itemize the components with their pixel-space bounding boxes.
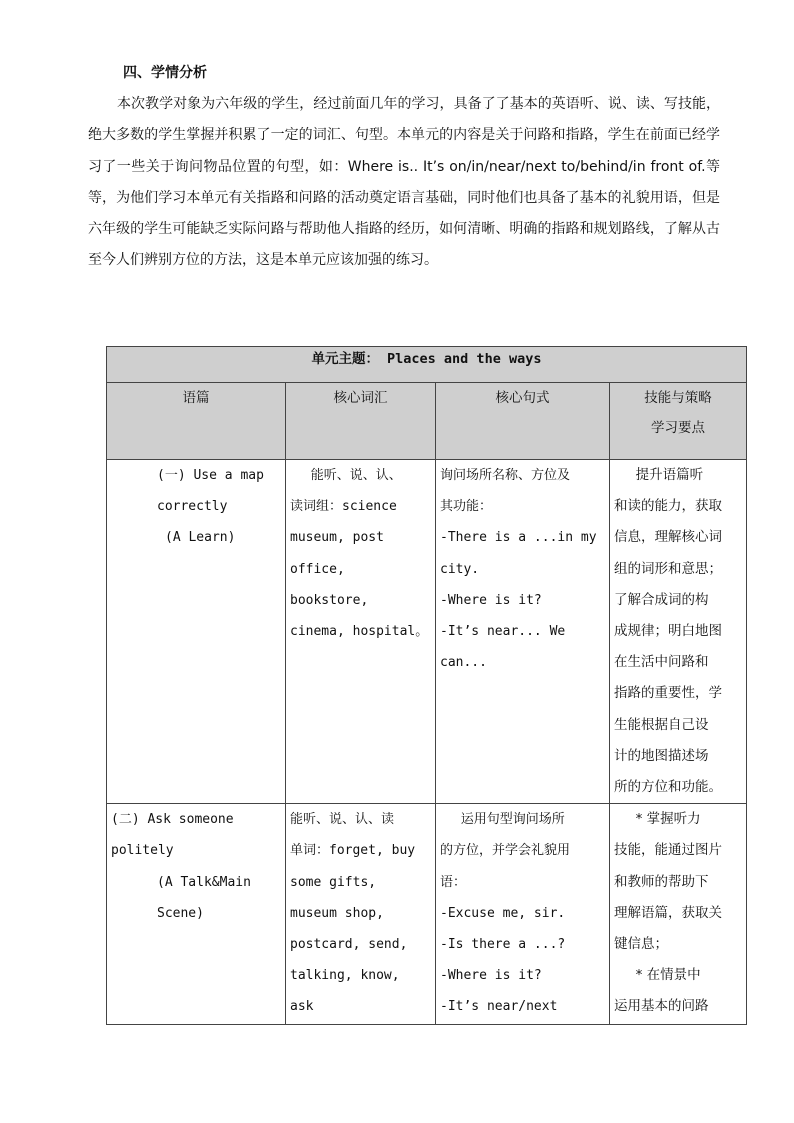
row1-text-cell	[107, 460, 286, 804]
row2-text-l2: politely	[111, 843, 174, 859]
table-title-cn: 单元主题：	[311, 351, 380, 367]
table-title-en: Places and the ways	[387, 351, 542, 367]
row1-skill-l10: 计的地图描述场	[614, 747, 709, 764]
table-title-row	[107, 347, 747, 383]
row1-sent-l1: 询问场所名称、方位及	[440, 468, 571, 483]
row1-vocab-l3: museum, post	[290, 530, 384, 546]
row1-sent-l6: -It’s near... We	[440, 624, 566, 640]
header-vocab: 核心词汇	[286, 383, 436, 460]
row2-skill-l4: 理解语篇，获取关	[614, 904, 722, 921]
row2-sent-l4: -Excuse me, sir.	[440, 905, 566, 921]
row1-vocab-l5: bookstore,	[290, 592, 369, 608]
header-skills-line2: 学习要点	[651, 420, 705, 436]
row1-vocab-l1: 能听、说、认、	[310, 468, 402, 483]
row1-skill-l6: 成规律；明白地图	[614, 623, 722, 640]
header-skills-line1: 技能与策略	[644, 390, 712, 406]
row1-skill-l1: 提升语篇听	[635, 467, 704, 483]
row1-text-l1: (一) Use a map	[157, 468, 264, 483]
row2-text-l1: (二) Ask someone	[111, 812, 234, 828]
row1-skill-l7: 在生活中问路和	[614, 654, 709, 671]
table-title	[107, 347, 747, 383]
row1-vocab-l6: cinema, hospital。	[290, 624, 429, 640]
row2-sent-l7: -It’s near/next	[440, 999, 558, 1015]
row1-sent-l4: city.	[440, 561, 480, 577]
row1-skill-l5: 了解合成词的构	[614, 591, 709, 608]
row1-skill-l8: 指路的重要性，学	[614, 685, 722, 702]
row1-vocab-l2: 读词组：science	[290, 499, 397, 515]
header-text: 语篇	[107, 383, 286, 460]
row1-vocab-cell	[286, 460, 436, 804]
row2-skill-l6: * 在情景中	[635, 967, 701, 984]
row1-skill-l2: 和读的能力，获取	[614, 498, 722, 515]
row1-sentence-cell	[436, 460, 610, 804]
section-heading: 四、学情分析	[123, 65, 207, 81]
row2-vocab-l5: postcard, send,	[290, 937, 408, 953]
row1-sent-l7: can...	[440, 655, 487, 671]
row2-sent-l3: 语：	[440, 874, 467, 890]
table-header-row	[107, 383, 747, 460]
row2-text-cell	[107, 804, 286, 1025]
row1-vocab-l4: office,	[290, 561, 345, 577]
unit-table	[106, 346, 747, 1025]
row2-skill-l3: 和教师的帮助下	[614, 873, 709, 890]
row2-text-l3: (A Talk&Main	[157, 874, 251, 890]
row2-vocab-l2: 单词：forget, buy	[290, 843, 416, 859]
row2-vocab-l1: 能听、说、认、读	[290, 812, 395, 828]
row2-skill-l1: * 掌握听力	[635, 811, 701, 828]
row2-sent-l5: -Is there a ...?	[440, 937, 566, 953]
row1-text-l2: correctly	[157, 499, 228, 515]
row2-vocab-cell	[286, 804, 436, 1025]
row1-skill-l11: 所的方位和功能。	[614, 779, 722, 796]
row2-vocab-l6: talking, know,	[290, 968, 400, 984]
row1-sent-l2: 其功能：	[440, 499, 493, 515]
row2-vocab-l4: museum shop,	[290, 905, 384, 921]
table-row	[107, 460, 747, 804]
table-row	[107, 804, 747, 1025]
row1-sent-l3: -There is a ...in my	[440, 530, 597, 546]
row2-sentence-cell	[436, 804, 610, 1025]
row2-sent-l1: 运用句型询问场所	[460, 812, 565, 828]
header-skills	[610, 383, 747, 460]
section-paragraph: 本次教学对象为六年级的学生，经过前面几年的学习，具备了了基本的英语听、说、读、写技能，绝大多数的学生掌握并积累了一定的词汇、句型。本单元的内容是关于问路和指路，学生在前面已经学习了一些关于询问物品位置的句型，如：Where is.. It’s on/in/near/next to/behind/in front of.等等，为他们学习本单元有关指路和问路的活动奠定语言基础，同时他们也具备了基本的礼貌用语，但是六年级的学生可能缺乏实际问路与帮助他人指路的经历，如何清晰、明确的指路和规划路线，了解从古至今人们辨别方位的方法，这是本单元应该加强的练习。	[88, 96, 720, 269]
row2-vocab-l3: some gifts,	[290, 874, 377, 890]
row1-skills-cell	[610, 460, 747, 804]
row2-text-l4: Scene)	[157, 905, 204, 921]
row1-skill-l3: 信息，理解核心词	[614, 529, 722, 546]
header-sentence: 核心句式	[436, 383, 610, 460]
row2-skill-l5: 键信息；	[614, 936, 668, 953]
row2-skill-l2: 技能，能通过图片	[614, 842, 722, 859]
row2-vocab-l7: ask	[290, 999, 314, 1015]
row2-sent-l6: -Where is it?	[440, 968, 542, 984]
row2-skills-cell	[610, 804, 747, 1025]
row2-sent-l2: 的方位，并学会礼貌用	[440, 843, 571, 859]
row1-sent-l5: -Where is it?	[440, 592, 542, 608]
row1-skill-l4: 组的词形和意思；	[614, 560, 722, 577]
row1-skill-l9: 生能根据自己设	[614, 716, 709, 733]
row2-skill-l7: 运用基本的问路	[614, 998, 709, 1015]
row1-text-l3: (A Learn)	[165, 530, 236, 546]
